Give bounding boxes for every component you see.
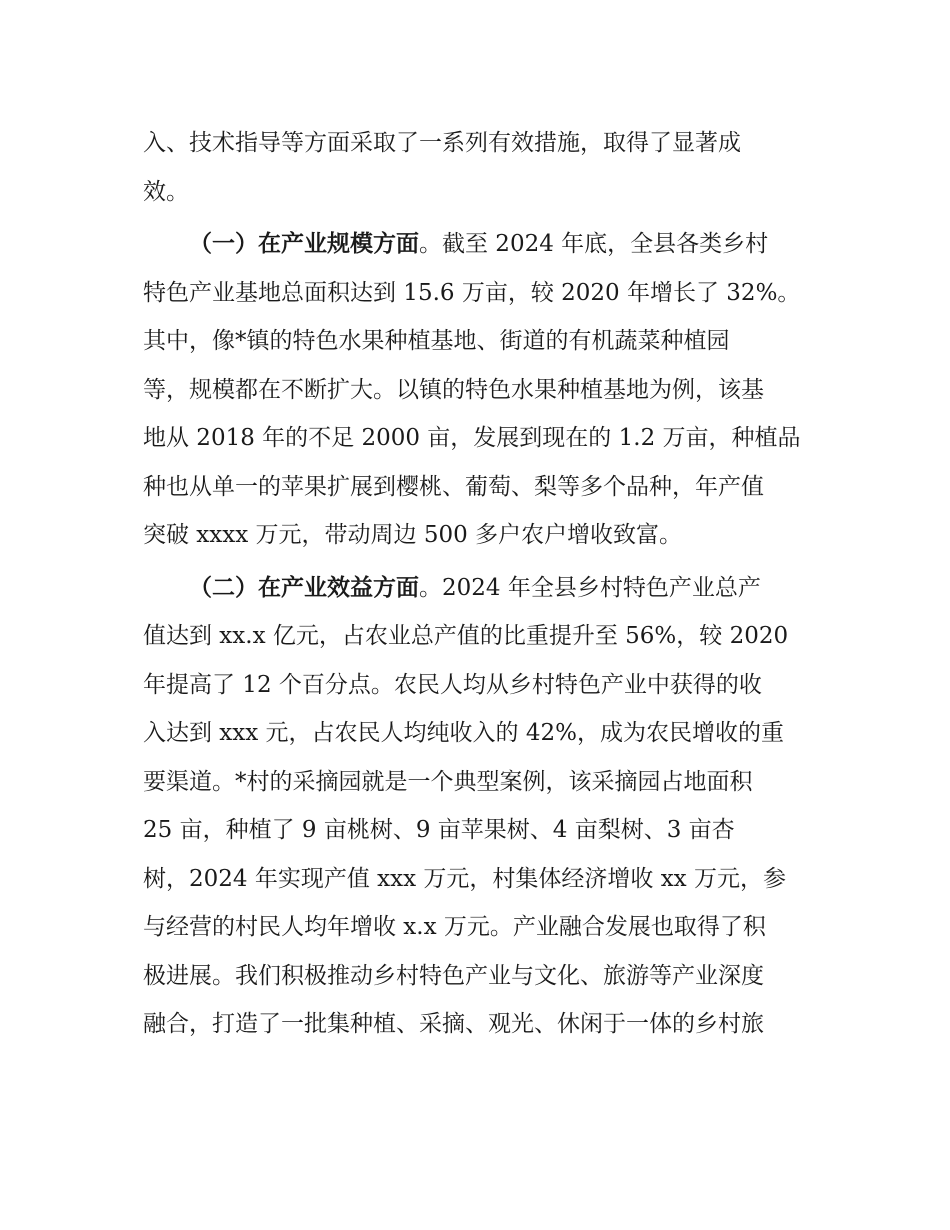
section-heading-benefit: （二）在产业效益方面 — [189, 574, 419, 601]
text-line: 种也从单一的苹果扩展到樱桃、葡萄、梨等多个品种，年产值 — [143, 473, 764, 500]
text-line: 融合，打造了一批集种植、采摘、观光、休闲于一体的乡村旅 — [143, 1011, 764, 1037]
text-line: 效。 — [143, 178, 189, 205]
text-line: 要渠道。*村的采摘园就是一个典型案例，该采摘园占地面积 — [143, 768, 753, 795]
text-run: 。截至 2024 年底，全县各类乡村 — [419, 231, 769, 257]
text-line: 突破 xxxx 万元，带动周边 500 多户农户增收致富。 — [143, 522, 683, 548]
document-body — [143, 119, 813, 1049]
text-line: 特色产业基地总面积达到 15.6 万亩，较 2020 年增长了 32%。 — [143, 279, 801, 306]
paragraph-industry-benefit — [143, 564, 813, 1049]
paragraph-first-line — [143, 220, 813, 269]
text-line: 25 亩，种植了 9 亩桃树、9 亩苹果树、4 亩梨树、3 亩杏 — [143, 817, 735, 843]
text-line: 树，2024 年实现产值 xxx 万元，村集体经济增收 xx 万元，参 — [143, 865, 786, 892]
text-line: 与经营的村民人均年增收 x.x 万元。产业融合发展也取得了积 — [143, 914, 766, 940]
text-line: 其中，像*镇的特色水果种植基地、街道的有机蔬菜种植园 — [143, 328, 730, 354]
paragraph-industry-scale — [143, 220, 813, 560]
text-line: 极进展。我们积极推动乡村特色产业与文化、旅游等产业深度 — [143, 962, 764, 989]
paragraph-first-line — [143, 564, 813, 613]
text-run: 。2024 年全县乡村特色产业总产 — [419, 574, 761, 601]
text-line: 等，规模都在不断扩大。以镇的特色水果种植基地为例，该基 — [143, 376, 764, 403]
text-line: 值达到 xx.x 亿元，占农业总产值的比重提升至 56%，较 2020 — [143, 623, 789, 649]
paragraph-intro — [143, 119, 813, 216]
section-heading-scale: （一）在产业规模方面 — [189, 231, 419, 257]
text-line: 地从 2018 年的不足 2000 亩，发展到现在的 1.2 万亩，种植品 — [143, 425, 801, 451]
text-line: 年提高了 12 个百分点。农民人均从乡村特色产业中获得的收 — [143, 671, 762, 698]
text-line: 入、技术指导等方面采取了一系列有效措施，取得了显著成 — [143, 130, 741, 156]
text-line: 入达到 xxx 元，占农民人均纯收入的 42%，成为农民增收的重 — [143, 720, 784, 746]
